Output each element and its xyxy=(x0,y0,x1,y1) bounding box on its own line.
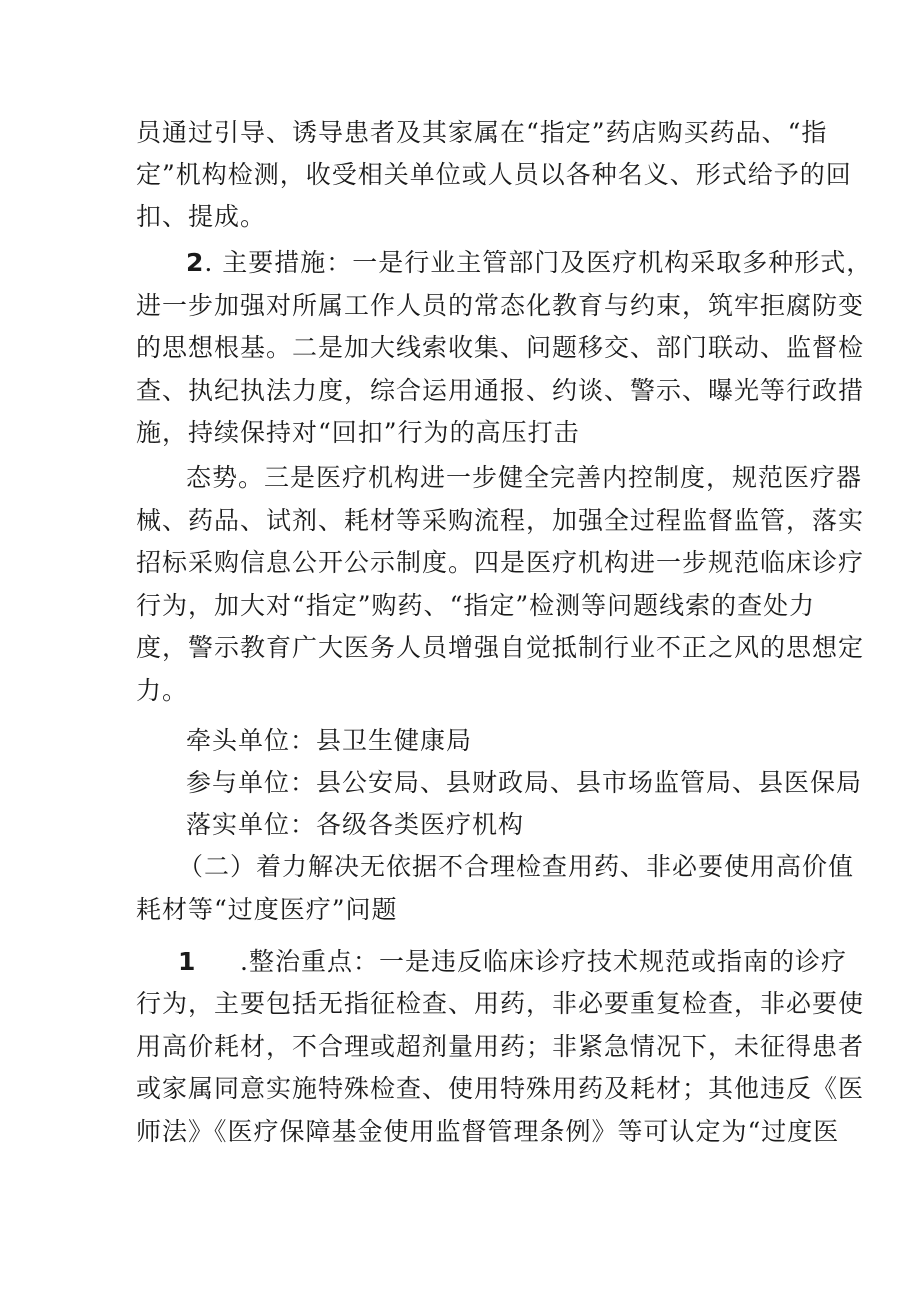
paragraph-line: 行为，加大对“指定”购药、“指定”检测等问题线索的查处力 xyxy=(136,591,816,620)
paragraph-line: 施，持续保持对“回扣”行为的高压打击 xyxy=(136,418,580,447)
item1-number: 1 xyxy=(178,947,196,976)
paragraph-line: 用高价耗材，不合理或超剂量用药；非紧急情况下，未征得患者 xyxy=(136,1032,865,1061)
measures-number: 2 xyxy=(186,248,205,277)
paragraph-line: 械、药品、试剂、耗材等采购流程，加强全过程监督监管，落实 xyxy=(136,506,865,535)
measures-heading-text: . 主要措施：一是行业主管部门及医疗机构采取多种形式， xyxy=(204,248,873,277)
measures-first-line xyxy=(186,246,873,280)
section-two-heading: （二）着力解决无依据不合理检查用药、非必要使用高价值 xyxy=(178,852,855,881)
paragraph-line: 的思想根基。二是加大线索收集、问题移交、部门联动、监督检 xyxy=(136,333,865,362)
section-two-heading-cont: 耗材等“过度医疗”问题 xyxy=(136,895,398,924)
paragraph-line: 扣、提成。 xyxy=(136,202,267,231)
paragraph-line: 查、执纪执法力度，综合运用通报、约谈、警示、曝光等行政措 xyxy=(136,376,865,405)
paragraph-line: 或家属同意实施特殊检查、使用特殊用药及耗材；其他违反《医 xyxy=(136,1074,865,1103)
paragraph-line: 定”机构检测，收受相关单位或人员以各种名义、形式给予的回 xyxy=(136,160,852,189)
paragraph-line: 度，警示教育广大医务人员增强自觉抵制行业不正之风的思想定 xyxy=(136,633,865,662)
paragraph-line: 招标采购信息公开公示制度。四是医疗机构进一步规范临床诊疗 xyxy=(136,548,865,577)
implementing-unit: 落实单位：各级各类医疗机构 xyxy=(186,810,525,839)
paragraph-line: 进一步加强对所属工作人员的常态化教育与约束，筑牢拒腐防变 xyxy=(136,291,865,320)
participating-units: 参与单位：县公安局、县财政局、县市场监管局、县医保局 xyxy=(186,768,863,797)
paragraph-line: 力。 xyxy=(136,676,189,705)
paragraph-line: 态势。三是医疗机构进一步健全完善内控制度，规范医疗器 xyxy=(186,463,863,492)
paragraph-line: 师法》《医疗保障基金使用监督管理条例》等可认定为“过度医 xyxy=(136,1117,840,1146)
lead-unit: 牵头单位：县卫生健康局 xyxy=(186,726,473,755)
paragraph-line: 行为，主要包括无指征检查、用药，非必要重复检查，非必要使 xyxy=(136,989,865,1018)
paragraph-line: 员通过引导、诱导患者及其家属在“指定”药店购买药品、“指 xyxy=(136,118,828,147)
item1-first-line: .整治重点：一是违反临床诊疗技术规范或指南的诊疗 xyxy=(240,947,847,976)
